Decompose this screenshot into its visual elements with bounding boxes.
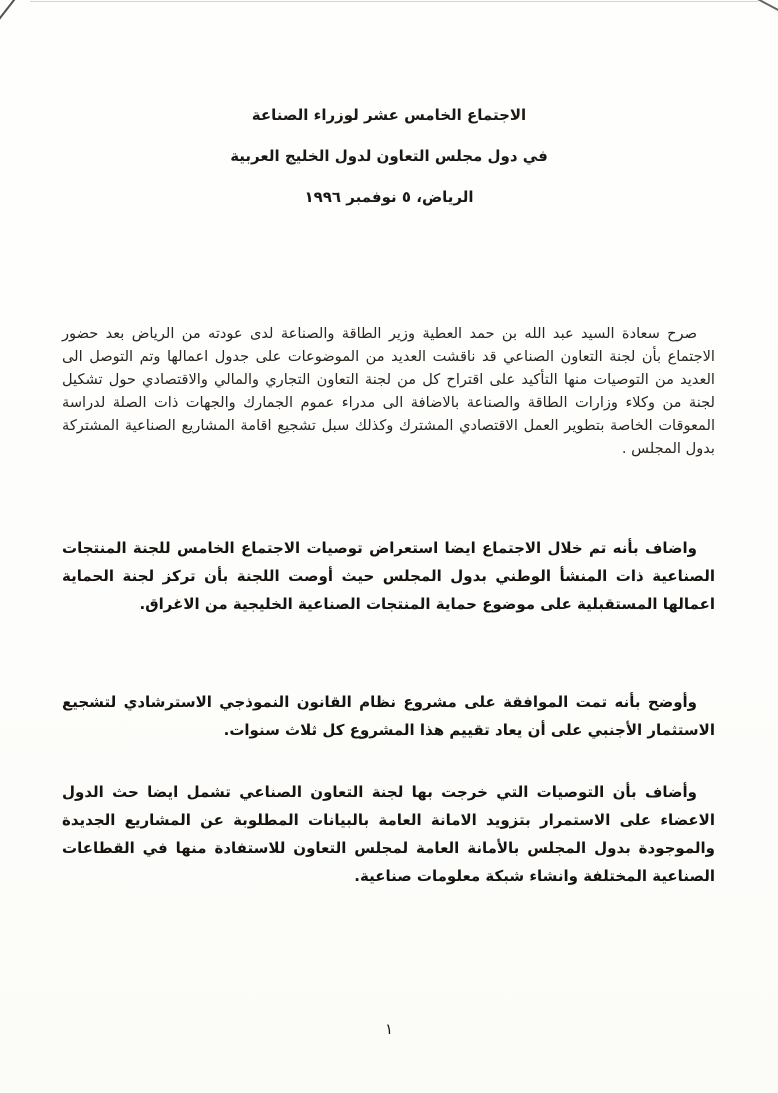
paragraph-4: وأضاف بأن التوصيات التي خرجت بها لجنة التعاون الصناعي تشمل ايضا حث الدول الاعضاء على الاستمرار بتزويد الامانة العامة بالبيانات المطلوبة عن المشاريع الجديدة والموجودة بدول المجلس بالأمانة العامة لمجلس التعاون للاستفادة منها في القطاعات الصناعية المختلفة وانشاء شبكة معلومات صناعية. — [62, 783, 715, 885]
paragraph-2: واضاف بأنه تم خلال الاجتماع ايضا استعراض توصيات الاجتماع الخامس للجنة المنتجات الصناعية ذات المنشأ الوطني بدول المجلس حيث أوصت اللجنة بأن تركز لجنة الحماية اعمالها المستقبلية على موضوع حماية المنتجات الصناعية الخليجية من الاغراق. — [62, 539, 715, 613]
paragraph-1: صرح سعادة السيد عبد الله بن حمد العطية وزير الطاقة والصناعة لدى عودته من الرياض بعد حضور الاجتماع بأن لجنة التعاون الصناعي قد ناقشت العديد من الموضوعات على جدول اعمالها وتم التوصل الى العديد من التوصيات منها التأكيد على اقتراح كل من لجنة التعاون التجاري والمالي والاقتصادي حول تشكيل لجنة من وكلاء وزارات الطاقة والصناعة بالاضافة الى مدراء عموم الجمارك والجهات ذات الصلة لدراسة المعوقات الخاصة بتطوير العمل الاقتصادي المشترك وكذلك سبل تشجيع اقامة المشاريع الصناعية المشتركة بدول المجلس . — [62, 325, 715, 457]
title-line-2: في دول مجلس التعاون لدول الخليج العربية — [230, 147, 548, 165]
title-line-1: الاجتماع الخامس عشر لوزراء الصناعة — [251, 106, 527, 124]
title-line-3-date: الرياض، ٥ نوفمبر ١٩٩٦ — [304, 188, 474, 206]
page-number: ١ — [384, 1020, 394, 1038]
scan-artifact-top-left — [0, 0, 26, 32]
paragraph-3: وأوضح بأنه تمت الموافقة على مشروع نظام القانون النموذجي الاسترشادي لتشجيع الاستثمار الأجنبي على أن يعاد تقييم هذا المشروع كل ثلاث سنوات. — [62, 693, 715, 739]
scan-artifact-top-edge — [30, 1, 758, 2]
document-title-block — [0, 106, 778, 229]
